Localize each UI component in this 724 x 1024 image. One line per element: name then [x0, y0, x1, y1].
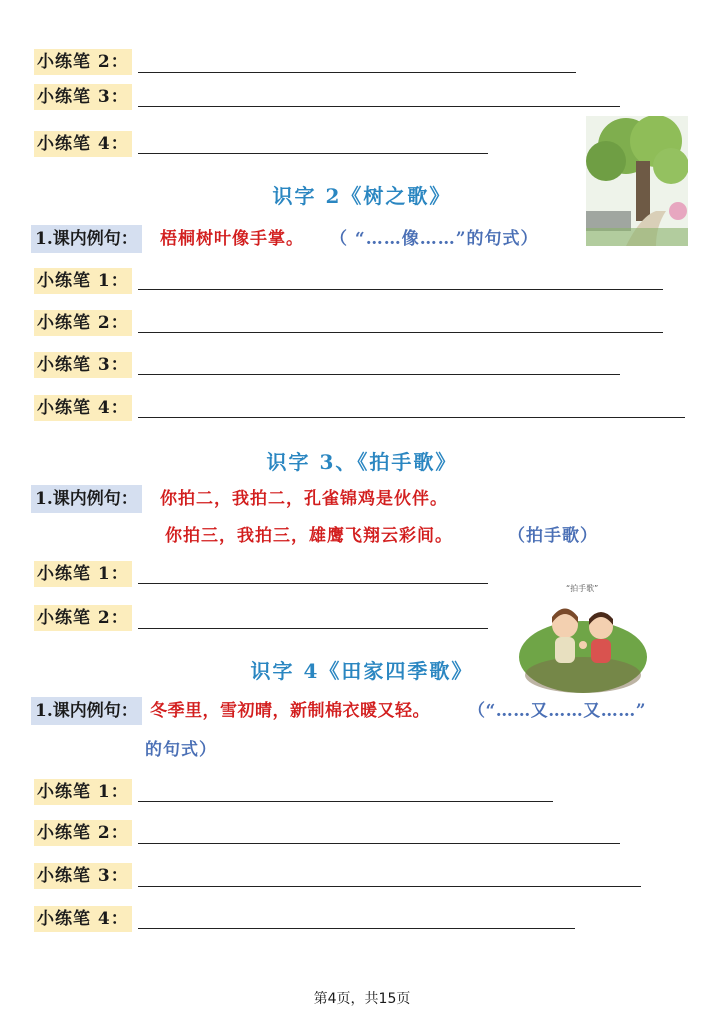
example-sentence: 梧桐树叶像手掌。: [160, 229, 304, 249]
example-note: （ “……像……”的句式）: [330, 229, 539, 249]
section-title-shuzhige: 识字 2《树之歌》: [272, 184, 452, 208]
practice-line-3[interactable]: [138, 106, 620, 107]
page-number: 第4页，共15页: [313, 991, 411, 1007]
practice-line-2[interactable]: [138, 628, 488, 629]
example-line-1: 你拍二，我拍二，孔雀锦鸡是伙伴。: [160, 489, 448, 509]
example-label: 1.课内例句：: [31, 225, 142, 253]
practice-label-2: 小练笔 2：: [34, 310, 132, 336]
section-title-tianjiasijige: 识字 4《田家四季歌》: [250, 659, 474, 683]
example-label: 1.课内例句：: [31, 697, 142, 725]
practice-line-1[interactable]: [138, 583, 488, 584]
practice-line-3[interactable]: [138, 374, 620, 375]
image-caption: “拍手歌”: [566, 584, 599, 593]
practice-label-1: 小练笔 1：: [34, 561, 132, 587]
practice-label-1: 小练笔 1：: [34, 779, 132, 805]
practice-line-1[interactable]: [138, 801, 553, 802]
practice-line-4[interactable]: [138, 153, 488, 154]
practice-line-4[interactable]: [138, 417, 685, 418]
practice-line-2[interactable]: [138, 332, 663, 333]
practice-label-4: 小练笔 4：: [34, 906, 132, 932]
practice-label-4: 小练笔 4：: [34, 395, 132, 421]
practice-label-1: 小练笔 1：: [34, 268, 132, 294]
example-sentence: 冬季里，雪初晴，新制棉衣暖又轻。: [150, 701, 430, 721]
practice-label-2: 小练笔 2：: [34, 820, 132, 846]
practice-line-2[interactable]: [138, 72, 576, 73]
practice-label-3: 小练笔 3：: [34, 352, 132, 378]
example-line-2: 你拍三，我拍三，雄鹰飞翔云彩间。: [165, 526, 453, 546]
practice-line-1[interactable]: [138, 289, 663, 290]
practice-label-3: 小练笔 3：: [34, 863, 132, 889]
practice-label-3: 小练笔 3：: [34, 84, 132, 110]
practice-label-2: 小练笔 2：: [34, 49, 132, 75]
example-label: 1.课内例句：: [31, 485, 142, 513]
practice-label-2: 小练笔 2：: [34, 605, 132, 631]
example-note-2: 的句式）: [145, 740, 217, 760]
example-note: （拍手歌）: [508, 526, 598, 546]
practice-line-2[interactable]: [138, 843, 620, 844]
section-title-paishouge: 识字 3、《拍手歌》: [266, 450, 458, 474]
practice-line-4[interactable]: [138, 928, 575, 929]
practice-label-4: 小练笔 4：: [34, 131, 132, 157]
practice-line-3[interactable]: [138, 886, 641, 887]
example-note-1: （“……又……又……”: [468, 701, 647, 721]
